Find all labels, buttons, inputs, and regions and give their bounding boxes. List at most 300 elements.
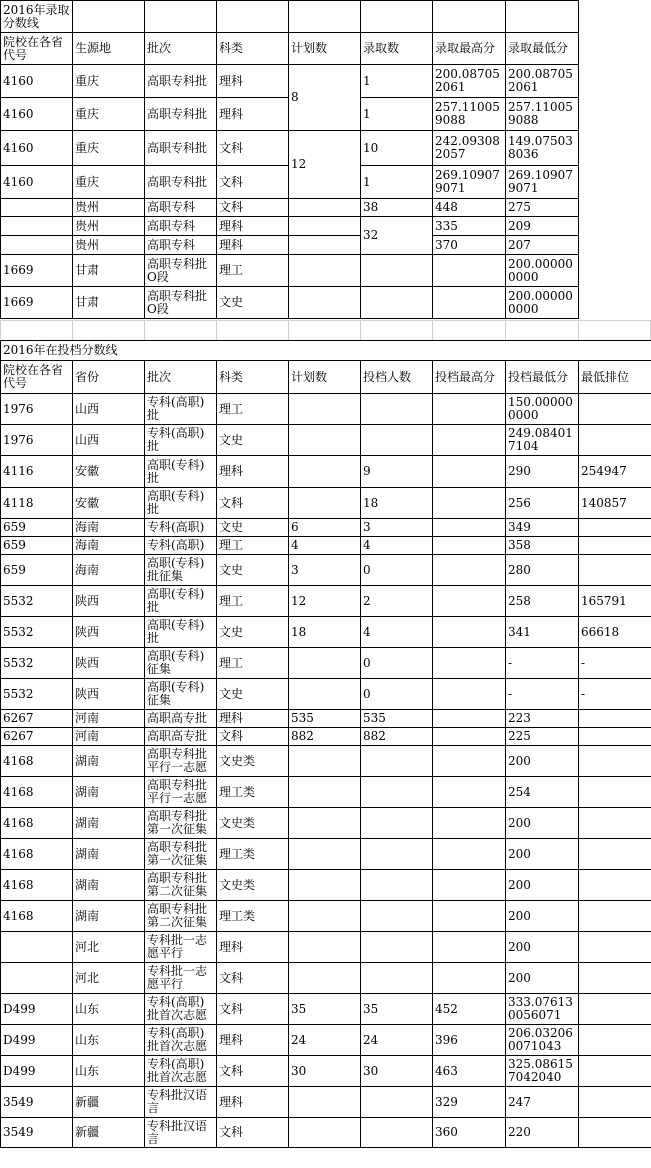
table-row — [1, 870, 651, 901]
table-cell: - — [506, 648, 579, 679]
table-cell: 452 — [433, 994, 506, 1025]
table-cell — [361, 746, 433, 777]
column-header: 批次 — [145, 361, 217, 394]
table-cell: 200 — [506, 808, 579, 839]
table-cell — [433, 746, 506, 777]
table-cell: 209 — [506, 217, 579, 236]
table-cell — [579, 1087, 651, 1118]
table-row — [1, 839, 651, 870]
table-cell — [289, 199, 361, 217]
table-cell: 66618 — [579, 617, 651, 648]
table-cell: 高职高专批 — [145, 728, 217, 746]
table-cell: 4160 — [1, 166, 73, 199]
table-row — [1, 555, 651, 586]
table-cell: 1 — [361, 98, 433, 131]
table-cell — [289, 839, 361, 870]
table-cell — [289, 456, 361, 488]
table-cell: 4116 — [1, 456, 73, 488]
table-cell: 140857 — [579, 488, 651, 519]
table-cell: 文史 — [217, 617, 289, 648]
table-cell: 高职(专科)批 — [145, 617, 217, 648]
column-header: 省份 — [73, 361, 145, 394]
table-cell: 重庆 — [73, 98, 145, 131]
table-cell: 文科 — [217, 728, 289, 746]
table-cell: 5532 — [1, 648, 73, 679]
table-cell: 223 — [506, 710, 579, 728]
column-header: 计划数 — [289, 361, 361, 394]
table-cell: 2 — [361, 586, 433, 617]
column-header: 生源地 — [73, 33, 145, 65]
admission-table-title: 2016年录取分数线 — [1, 1, 73, 33]
table-cell: 12 — [289, 586, 361, 617]
table-cell: 206.032060071043 — [506, 1025, 579, 1056]
table-cell: 882 — [289, 728, 361, 746]
table-cell: D499 — [1, 994, 73, 1025]
table-cell — [289, 679, 361, 710]
table-cell: 256 — [506, 488, 579, 519]
table-cell — [1, 932, 73, 963]
table-cell: 3549 — [1, 1087, 73, 1118]
table-cell: 理科 — [217, 710, 289, 728]
table-cell: 396 — [433, 1025, 506, 1056]
table-row — [1, 932, 651, 963]
table-cell — [579, 728, 651, 746]
table-cell — [579, 1025, 651, 1056]
table-cell: 湖南 — [73, 901, 145, 932]
table-cell: 3549 — [1, 1118, 73, 1148]
table-cell: 249.084017104 — [506, 425, 579, 456]
table-cell: 专科(高职)批首次志愿 — [145, 994, 217, 1025]
table-cell: 1976 — [1, 394, 73, 425]
column-header: 科类 — [217, 361, 289, 394]
table-cell — [433, 519, 506, 537]
table-cell: 理工 — [217, 394, 289, 425]
table-cell: 333.076130056071 — [506, 994, 579, 1025]
table-cell: 文科 — [217, 199, 289, 217]
table-cell: 贵州 — [73, 236, 145, 255]
table-cell — [579, 1056, 651, 1087]
table-row — [1, 217, 579, 236]
table-cell: 重庆 — [73, 65, 145, 98]
table-cell: 湖南 — [73, 777, 145, 808]
table-cell: 200 — [506, 963, 579, 994]
table-cell: 专科批汉语言 — [145, 1118, 217, 1148]
table-cell: 高职专科批第一次征集 — [145, 808, 217, 839]
table-cell: 文史 — [217, 519, 289, 537]
table-row — [1, 488, 651, 519]
table-cell: 海南 — [73, 555, 145, 586]
table-cell: 207 — [506, 236, 579, 255]
table-cell: 659 — [1, 537, 73, 555]
table-cell: 329 — [433, 1087, 506, 1118]
table-cell: 文史类 — [217, 808, 289, 839]
table-cell — [361, 808, 433, 839]
table-cell — [289, 870, 361, 901]
table-cell: 高职专科批平行一志愿 — [145, 777, 217, 808]
table-cell: 文科 — [217, 131, 289, 166]
table-cell: 理工 — [217, 648, 289, 679]
column-header: 录取最高分 — [433, 33, 506, 65]
table-cell: 4168 — [1, 746, 73, 777]
table-row — [1, 746, 651, 777]
table-cell — [433, 679, 506, 710]
table-row — [1, 287, 579, 319]
table-cell — [361, 1087, 433, 1118]
table-cell — [433, 555, 506, 586]
table-row — [1, 65, 579, 98]
table-cell: 5532 — [1, 586, 73, 617]
table-cell — [433, 839, 506, 870]
table-cell: 湖南 — [73, 839, 145, 870]
table-cell: 文科 — [217, 488, 289, 519]
table-row — [1, 586, 651, 617]
table-cell: 30 — [289, 1056, 361, 1087]
table-cell — [579, 710, 651, 728]
table-row — [1, 777, 651, 808]
table-cell: 882 — [361, 728, 433, 746]
table-title-row — [1, 1, 579, 33]
table-cell — [289, 808, 361, 839]
table-cell: 高职(专科)批 — [145, 586, 217, 617]
table-cell: 文史类 — [217, 870, 289, 901]
table-cell: 150.000000000 — [506, 394, 579, 425]
table-cell: 200 — [506, 932, 579, 963]
table-cell — [1, 199, 73, 217]
table-cell: 重庆 — [73, 131, 145, 166]
table-cell: 河北 — [73, 963, 145, 994]
table-cell: 文科 — [217, 1118, 289, 1148]
table-cell: 理科 — [217, 1025, 289, 1056]
table-cell — [289, 425, 361, 456]
table-cell — [433, 394, 506, 425]
table-cell: 陕西 — [73, 586, 145, 617]
table-cell — [579, 425, 651, 456]
admission-score-table — [0, 0, 579, 319]
table-cell: 高职专科批平行一志愿 — [145, 746, 217, 777]
table-cell: 专科(高职) — [145, 537, 217, 555]
table-cell: 高职专科 — [145, 199, 217, 217]
table-cell — [289, 746, 361, 777]
table-cell: 200.087052061 — [506, 65, 579, 98]
table-cell — [361, 963, 433, 994]
table-cell: 4168 — [1, 870, 73, 901]
table-cell: 254947 — [579, 456, 651, 488]
table-cell: 理科 — [217, 456, 289, 488]
table-cell: 4168 — [1, 839, 73, 870]
table-cell: 1669 — [1, 287, 73, 319]
table-cell — [433, 777, 506, 808]
table-cell: 325.086157042040 — [506, 1056, 579, 1087]
table-cell: 341 — [506, 617, 579, 648]
table-cell: 高职专科批O段 — [145, 287, 217, 319]
table-cell: 理工类 — [217, 777, 289, 808]
table-cell: 河南 — [73, 728, 145, 746]
table-cell: 文史 — [217, 287, 289, 319]
table-cell: 659 — [1, 555, 73, 586]
table-cell — [433, 901, 506, 932]
table-row — [1, 1025, 651, 1056]
table-cell — [1, 217, 73, 236]
table-cell: 6 — [289, 519, 361, 537]
table-cell: 269.109079071 — [506, 166, 579, 199]
table-cell: 高职专科批O段 — [145, 255, 217, 287]
table-cell: 4 — [361, 617, 433, 648]
table-cell — [433, 537, 506, 555]
table-cell: 山东 — [73, 994, 145, 1025]
table-cell: 290 — [506, 456, 579, 488]
table-cell: 200 — [506, 839, 579, 870]
table-cell — [433, 808, 506, 839]
table-cell: 理科 — [217, 217, 289, 236]
table-cell: 165791 — [579, 586, 651, 617]
table-header-row — [1, 361, 651, 394]
table-cell: 文史 — [217, 679, 289, 710]
table-cell: 专科批汉语言 — [145, 1087, 217, 1118]
table-cell: 358 — [506, 537, 579, 555]
table-cell — [433, 728, 506, 746]
table-cell: 专科批一志愿平行 — [145, 932, 217, 963]
table-cell — [579, 1118, 651, 1148]
table-cell — [579, 519, 651, 537]
table-cell: 1 — [361, 166, 433, 199]
table-row — [1, 679, 651, 710]
table-cell: 文科 — [217, 166, 289, 199]
table-cell: 12 — [289, 131, 361, 199]
table-cell: 3 — [361, 519, 433, 537]
table-cell: 6267 — [1, 728, 73, 746]
table-cell: 24 — [289, 1025, 361, 1056]
table-cell: 高职专科批第二次征集 — [145, 901, 217, 932]
table-cell: 高职专科 — [145, 217, 217, 236]
table-cell: 重庆 — [73, 166, 145, 199]
table-cell: 理科 — [217, 932, 289, 963]
column-header: 批次 — [145, 33, 217, 65]
table-cell — [579, 839, 651, 870]
table-cell: 463 — [433, 1056, 506, 1087]
table-cell: 335 — [433, 217, 506, 236]
table-cell: 山东 — [73, 1025, 145, 1056]
table-cell: 9 — [361, 456, 433, 488]
table-cell: 新疆 — [73, 1118, 145, 1148]
table-cell: 甘肃 — [73, 255, 145, 287]
table-cell: 理科 — [217, 98, 289, 131]
table-cell: 高职专科批 — [145, 166, 217, 199]
table-cell: 4160 — [1, 131, 73, 166]
column-header: 院校在各省代号 — [1, 33, 73, 65]
table-cell: 高职高专批 — [145, 710, 217, 728]
table-cell: 高职专科 — [145, 236, 217, 255]
table-cell: 文史 — [217, 555, 289, 586]
table-cell: 4160 — [1, 98, 73, 131]
table-cell: 10 — [361, 131, 433, 166]
table-cell: 理工 — [217, 537, 289, 555]
table-cell — [433, 586, 506, 617]
column-header: 投档最高分 — [433, 361, 506, 394]
table-cell — [361, 394, 433, 425]
table-cell: 280 — [506, 555, 579, 586]
table-cell: 陕西 — [73, 679, 145, 710]
table-cell — [433, 456, 506, 488]
table-cell: 理工类 — [217, 901, 289, 932]
table-cell — [361, 777, 433, 808]
table-cell — [433, 870, 506, 901]
table-cell: 新疆 — [73, 1087, 145, 1118]
table-cell — [289, 777, 361, 808]
table-cell: 高职专科批 — [145, 65, 217, 98]
table-cell — [579, 932, 651, 963]
table-cell: 专科(高职)批首次志愿 — [145, 1056, 217, 1087]
table-cell: 0 — [361, 555, 433, 586]
table-cell — [579, 394, 651, 425]
table-cell: 文科 — [217, 963, 289, 994]
table-cell: - — [506, 679, 579, 710]
table-cell: 高职(专科)批征集 — [145, 555, 217, 586]
table-cell: 湖南 — [73, 746, 145, 777]
table-cell: 200.087052061 — [433, 65, 506, 98]
table-cell — [361, 932, 433, 963]
table-title-row — [1, 341, 651, 361]
table-cell — [579, 994, 651, 1025]
table-cell: 220 — [506, 1118, 579, 1148]
table-cell: 5532 — [1, 617, 73, 648]
table-cell: 18 — [289, 617, 361, 648]
table-cell: 4118 — [1, 488, 73, 519]
table-cell: 理科 — [217, 236, 289, 255]
table-cell — [361, 425, 433, 456]
table-cell — [433, 488, 506, 519]
table-cell: 1 — [361, 65, 433, 98]
table-cell: 0 — [361, 648, 433, 679]
table-cell: 200 — [506, 901, 579, 932]
table-cell: 32 — [361, 217, 433, 255]
column-header: 投档人数 — [361, 361, 433, 394]
table-cell: 35 — [289, 994, 361, 1025]
table-cell: 河南 — [73, 710, 145, 728]
table-cell: 文科 — [217, 1056, 289, 1087]
table-cell: 高职(专科)征集 — [145, 648, 217, 679]
table-cell — [361, 287, 433, 319]
table-row — [1, 617, 651, 648]
table-cell — [289, 1118, 361, 1148]
table-cell — [433, 287, 506, 319]
column-header: 科类 — [217, 33, 289, 65]
table-row — [1, 1056, 651, 1087]
table-row — [1, 1087, 651, 1118]
table-cell: 湖南 — [73, 870, 145, 901]
table-cell — [1, 236, 73, 255]
table-cell — [433, 963, 506, 994]
table-cell — [579, 746, 651, 777]
table-row — [1, 199, 579, 217]
table-row — [1, 710, 651, 728]
table-cell: 258 — [506, 586, 579, 617]
table-row — [1, 255, 579, 287]
table-cell: 3 — [289, 555, 361, 586]
table-cell — [289, 394, 361, 425]
table-cell: 448 — [433, 199, 506, 217]
table-row — [1, 236, 579, 255]
table-cell: 理工 — [217, 255, 289, 287]
table-cell: 安徽 — [73, 456, 145, 488]
table-cell — [579, 901, 651, 932]
table-cell — [289, 963, 361, 994]
table-cell — [289, 901, 361, 932]
table-cell — [289, 217, 361, 236]
table-row — [1, 394, 651, 425]
table-cell: 文史类 — [217, 746, 289, 777]
table-cell: 254 — [506, 777, 579, 808]
table-cell — [361, 901, 433, 932]
table-cell: 4 — [361, 537, 433, 555]
filing-score-table — [0, 340, 651, 1148]
table-cell: 陕西 — [73, 617, 145, 648]
table-cell: 1976 — [1, 425, 73, 456]
table-cell — [579, 963, 651, 994]
table-cell: - — [579, 679, 651, 710]
table-cell: 659 — [1, 519, 73, 537]
table-cell — [433, 932, 506, 963]
table-cell: 专科(高职) — [145, 519, 217, 537]
table-cell: 理工 — [217, 586, 289, 617]
table-cell — [579, 808, 651, 839]
table-cell — [433, 617, 506, 648]
table-cell: 35 — [361, 994, 433, 1025]
table-cell — [361, 255, 433, 287]
table-cell: 200.000000000 — [506, 287, 579, 319]
table-cell: 4 — [289, 537, 361, 555]
table-cell: 高职(专科)批 — [145, 488, 217, 519]
table-cell: 安徽 — [73, 488, 145, 519]
table-cell: 200 — [506, 870, 579, 901]
table-row — [1, 648, 651, 679]
table-cell: 专科(高职)批首次志愿 — [145, 1025, 217, 1056]
table-cell: 文史 — [217, 425, 289, 456]
table-cell: D499 — [1, 1025, 73, 1056]
table-cell: 文科 — [217, 994, 289, 1025]
table-cell: 山西 — [73, 394, 145, 425]
table-row — [1, 456, 651, 488]
table-cell: 高职专科批 — [145, 98, 217, 131]
table-cell: 247 — [506, 1087, 579, 1118]
table-cell: 24 — [361, 1025, 433, 1056]
table-cell: 242.093082057 — [433, 131, 506, 166]
table-cell: 专科(高职)批 — [145, 394, 217, 425]
table-cell: 专科批一志愿平行 — [145, 963, 217, 994]
table-row — [1, 901, 651, 932]
table-cell: 200 — [506, 746, 579, 777]
table-cell: 269.109079071 — [433, 166, 506, 199]
table-cell: 专科(高职)批 — [145, 425, 217, 456]
table-cell: 高职专科批第二次征集 — [145, 870, 217, 901]
table-cell: 349 — [506, 519, 579, 537]
table-cell — [579, 537, 651, 555]
table-cell: 海南 — [73, 537, 145, 555]
table-cell — [433, 648, 506, 679]
table-cell: 0 — [361, 679, 433, 710]
table-row — [1, 425, 651, 456]
column-header: 最低排位 — [579, 361, 651, 394]
table-cell: 8 — [289, 65, 361, 131]
table-cell: 4168 — [1, 808, 73, 839]
table-cell: 4168 — [1, 777, 73, 808]
table-cell: 38 — [361, 199, 433, 217]
table-cell: 5532 — [1, 679, 73, 710]
table-cell: 200.000000000 — [506, 255, 579, 287]
table-cell: 535 — [361, 710, 433, 728]
table-cell: 贵州 — [73, 199, 145, 217]
table-cell: 370 — [433, 236, 506, 255]
table-cell: 河北 — [73, 932, 145, 963]
